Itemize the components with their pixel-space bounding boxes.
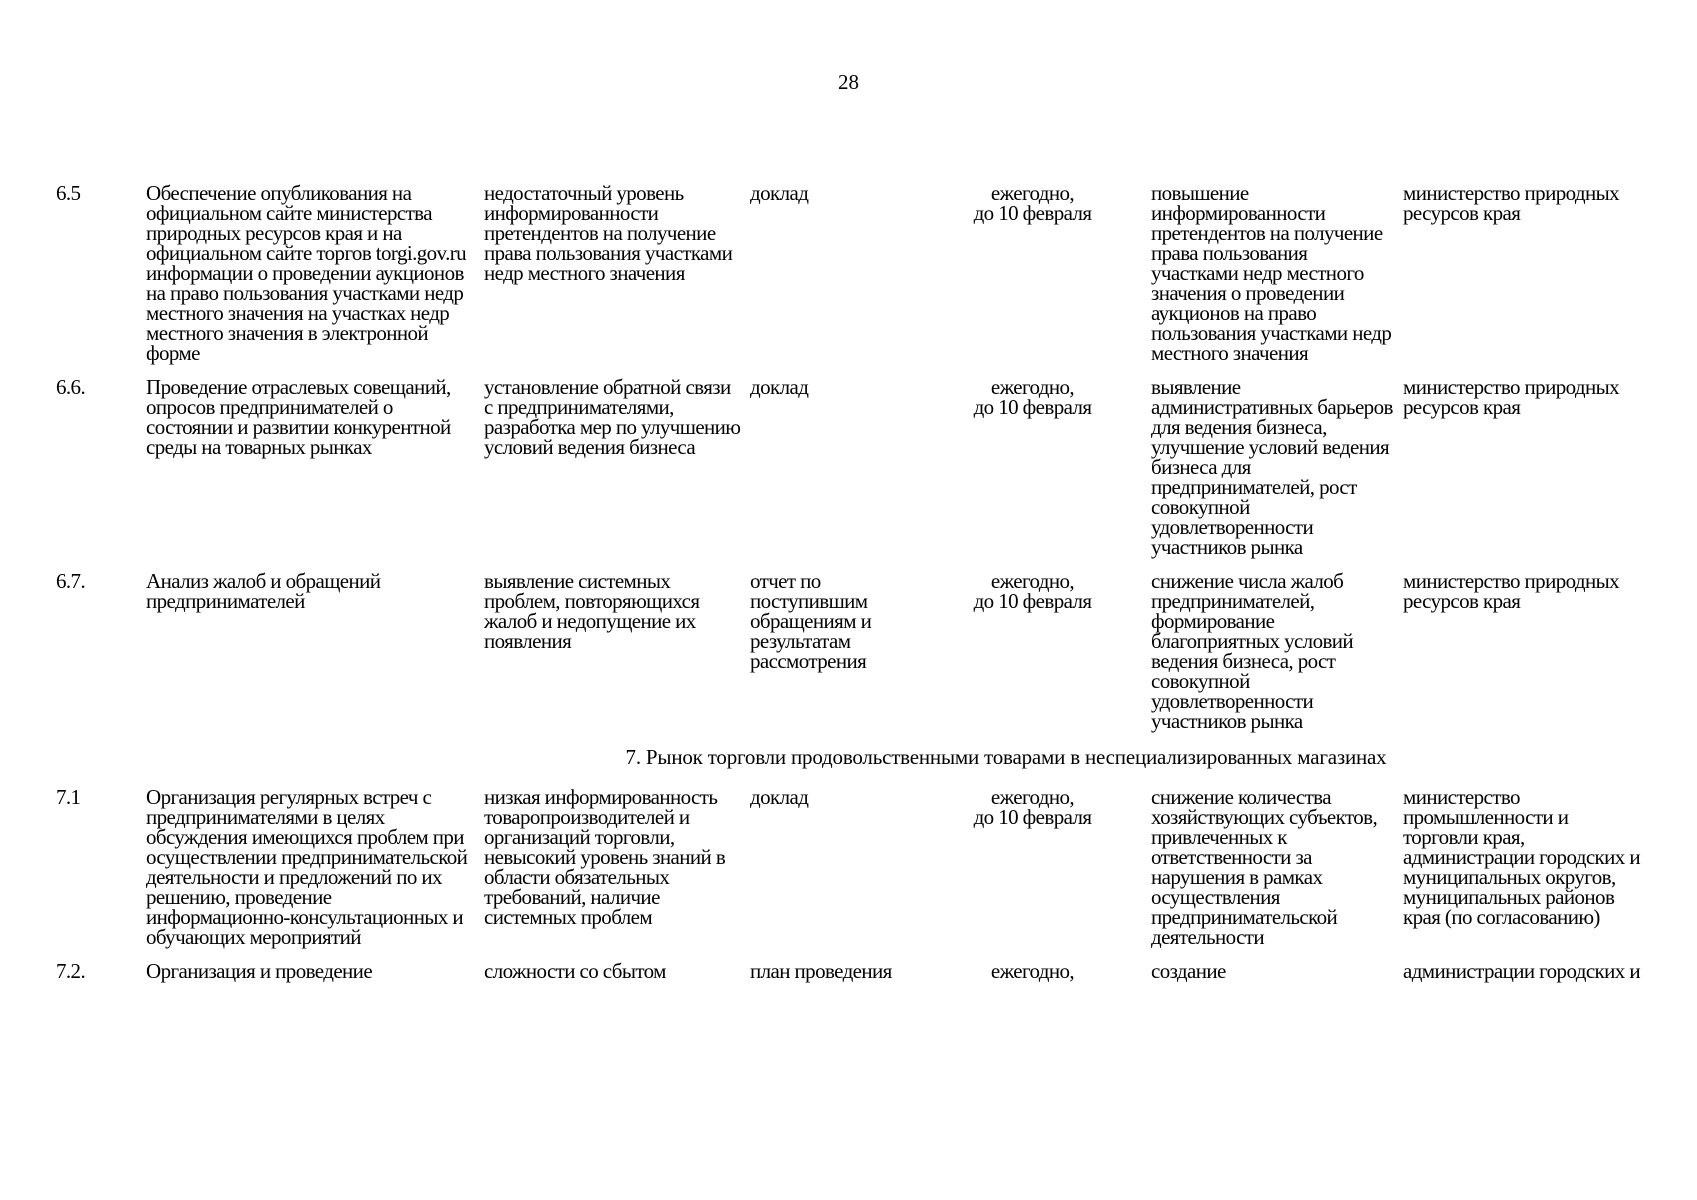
term-line-1: ежегодно, bbox=[990, 569, 1075, 593]
row-number: 6.5 bbox=[56, 181, 81, 205]
row-number: 6.7. bbox=[56, 569, 86, 593]
measures-table bbox=[56, 183, 1656, 981]
measure-result: создание bbox=[1151, 959, 1226, 983]
measure-problem: низкая информированность товаропроизводителей и организаций торговли, невысокий уровень знаний в области обязательных требований, наличие системных проблем bbox=[484, 785, 726, 929]
measure-responsible: министерство природных ресурсов края bbox=[1403, 181, 1620, 225]
measure-problem: выявление системных проблем, повторяющихся жалоб и недопущение их появления bbox=[484, 569, 700, 653]
measure-title: Организация регулярных встреч с предпринимателями в целях обсуждения имеющихся проблем при осуществлении предпринимательской деятельности и предложений по их решению, проведение информационно-консультационных и обучающих мероприятий bbox=[146, 785, 468, 949]
measure-document: доклад bbox=[750, 785, 809, 809]
term-line-2: до 10 февраля bbox=[973, 201, 1092, 225]
measure-term bbox=[950, 787, 1123, 961]
measure-document: план проведения bbox=[750, 959, 892, 983]
measure-problem: установление обратной связи с предпринимателями, разработка мер по улучшению условий ведения бизнеса bbox=[484, 375, 741, 459]
section-title: 7. Рынок торговли продовольственными товарами в неспециализированных магазинах bbox=[625, 745, 1387, 769]
table-row bbox=[56, 571, 1656, 745]
measure-result: повышение информированности претендентов на получение права пользования участками недр местного значения о проведении аукционов на право пользования участками недр местного значения bbox=[1151, 181, 1392, 365]
term-line-2: до 10 февраля bbox=[973, 395, 1092, 419]
measure-title: Проведение отраслевых совещаний, опросов предпринимателей о состоянии и развитии конкурентной среды на товарных рынках bbox=[146, 375, 451, 459]
measure-term bbox=[950, 961, 1123, 981]
term-line-1: ежегодно, bbox=[990, 959, 1075, 983]
measure-term bbox=[950, 183, 1123, 377]
table-row bbox=[56, 787, 1656, 961]
measure-responsible: министерство природных ресурсов края bbox=[1403, 569, 1620, 613]
row-number: 7.2. bbox=[56, 959, 86, 983]
table-row bbox=[56, 183, 1656, 377]
term-line-1: ежегодно, bbox=[990, 785, 1075, 809]
row-number: 7.1 bbox=[56, 785, 81, 809]
term-line-2: до 10 февраля bbox=[973, 805, 1092, 829]
measure-term bbox=[950, 377, 1123, 571]
measure-responsible: министерство природных ресурсов края bbox=[1403, 375, 1620, 419]
measure-problem: недостаточный уровень информированности претендентов на получение права пользования участками недр местного значения bbox=[484, 181, 733, 285]
measure-problem: сложности со сбытом bbox=[484, 959, 666, 983]
measure-responsible: администрации городских и bbox=[1403, 959, 1640, 983]
measure-document: доклад bbox=[750, 181, 809, 205]
section-heading-row bbox=[56, 745, 1656, 787]
measure-result: выявление административных барьеров для ведения бизнеса, улучшение условий ведения бизнеса для предпринимателей, рост совокупной удовлетворенности участников рынка bbox=[1151, 375, 1393, 559]
measure-document: отчет по поступившим обращениям и результатам рассмотрения bbox=[750, 569, 872, 673]
measure-result: снижение числа жалоб предпринимателей, формирование благоприятных условий ведения бизнеса, рост совокупной удовлетворенности участников рынка bbox=[1151, 569, 1354, 733]
term-line-1: ежегодно, bbox=[990, 375, 1075, 399]
measure-document: доклад bbox=[750, 375, 809, 399]
measure-title: Обеспечение опубликования на официальном сайте министерства природных ресурсов края и на официальном сайте торгов torgi.gov.ru информации о проведении аукционов на право пользования участками недр местного значения на участках недр местного значения в электронной форме bbox=[146, 181, 467, 365]
term-line-1: ежегодно, bbox=[990, 181, 1075, 205]
measure-responsible: министерство промышленности и торговли края, администрации городских и муниципальных округов, муниципальных районов края (по согласованию) bbox=[1403, 785, 1640, 929]
measure-term bbox=[950, 571, 1123, 745]
row-number: 6.6. bbox=[56, 375, 86, 399]
table-row bbox=[56, 961, 1656, 981]
page-number: 28 bbox=[838, 70, 859, 94]
measure-title: Организация и проведение bbox=[146, 959, 373, 983]
table-row bbox=[56, 377, 1656, 571]
measure-result: снижение количества хозяйствующих субъектов, привлеченных к ответственности за нарушения в рамках осуществления предпринимательской деятельности bbox=[1151, 785, 1378, 949]
term-line-2: до 10 февраля bbox=[973, 589, 1092, 613]
measure-title: Анализ жалоб и обращений предпринимателей bbox=[146, 569, 381, 613]
